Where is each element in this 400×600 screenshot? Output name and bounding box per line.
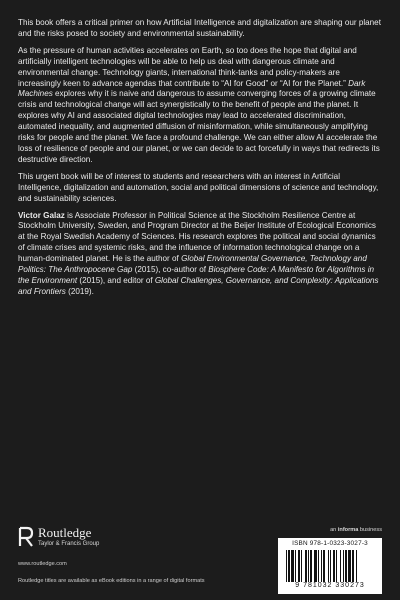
publisher-url[interactable]: www.routledge.com: [18, 561, 67, 567]
barcode-bar: [286, 550, 287, 582]
barcode-bar: [330, 550, 331, 582]
barcode-bar: [305, 550, 307, 582]
publisher-group: Taylor & Francis Group: [38, 541, 100, 547]
main-paragraph-start: As the pressure of human activities accelerates on Earth, so too does the hope that digital and artificially intelligent technologies will be able to help us deal with dangerous climate and environmental change. Technology giants, international think-tanks and policy-makers are increasingly keen to advance agendas that contribute to “AI for Good” or “AI for the Planet.”: [18, 45, 357, 88]
intro-paragraph: This book offers a critical primer on how Artificial Intelligence and digitalization are shaping our planet and the risks posed to society and environmental sustainability.: [18, 18, 381, 38]
barcode-bar: [348, 550, 351, 582]
ebook-note: Routledge titles are available as eBook editions in a range of digital formats: [18, 578, 205, 584]
publisher-name: Routledge: [38, 525, 92, 540]
author-book-1: Global Environmental Governance, Technology and Politics: The Anthropocene Gap: [18, 254, 367, 275]
barcode-bar: [310, 550, 312, 582]
barcode-bar: [345, 550, 347, 582]
barcode-bar: [323, 550, 325, 582]
bio-text-a: is Associate Professor in Political Science at the Stockholm Resilience Centre at Stockholm University, Sweden, and Program Director at the Beijer Institute of Ecological Economics at the Royal Swedish Academy of Sciences. His research explores the political and social dynamics of climate crises and systemic risks, and the influence of information technological change on a human-dominated planet. He is the author of: [18, 210, 376, 264]
book-title: Dark Machines: [18, 78, 366, 99]
barcode-icon: [286, 550, 374, 582]
author-bio: [18, 211, 384, 298]
audience-paragraph: This urgent book will be of interest to students and researchers with an interest in Artificial Intelligence, digitalization and automation, social and political dimensions of science and technology, and sustainability sciences.: [18, 171, 379, 203]
informa-brand: informa: [337, 527, 359, 533]
bio-text-d: (2019).: [65, 286, 94, 296]
barcode-bar: [343, 550, 344, 582]
barcode-bar: [291, 550, 294, 582]
main-paragraph: [18, 46, 384, 166]
bio-text-b: (2015), co-author of: [132, 265, 209, 275]
author-name: Victor Galaz: [18, 210, 65, 220]
barcode-digits: 9 781032 330273: [295, 582, 365, 589]
barcode-bar: [314, 550, 317, 582]
cover-footer: [0, 500, 400, 600]
back-cover-text: [18, 18, 384, 304]
informa-prefix: an: [330, 527, 338, 533]
barcode-box: [278, 538, 382, 594]
barcode-bar: [336, 550, 337, 582]
routledge-logo-icon: [18, 526, 34, 548]
barcode-bar: [298, 550, 300, 582]
author-book-2: Biosphere Code: A Manifesto for Algorithms in the Environment: [18, 265, 375, 285]
barcode-bar: [328, 550, 329, 582]
barcode-bar: [352, 550, 354, 582]
barcode-bar: [288, 550, 290, 582]
informa-suffix: business: [358, 527, 382, 533]
barcode-bar: [318, 550, 319, 582]
author-book-3: Global Challenges, Governance, and Complexity: Applications and Frontiers: [18, 275, 379, 296]
barcode-bar: [356, 550, 357, 582]
isbn-text: ISBN 978-1-0323-3027-3: [292, 540, 368, 547]
barcode-bar: [333, 550, 335, 582]
barcode-bar: [301, 550, 302, 582]
barcode-bar: [321, 550, 322, 582]
barcode-bar: [340, 550, 341, 582]
informa-business: [330, 527, 382, 533]
barcode-bar: [308, 550, 309, 582]
main-paragraph-end: explores why it is naive and dangerous to assume converging forces of a growing climate crisis and technological change will act synergistically to the benefit of people and the planet. It explores why AI and associated digital technologies may lead to accelerated discrimination, automated inequality, and augmented diffusion of misinformation, while simultaneously amplifying risks for people and the planet. We face a profound challenge. We can either allow AI accelerate the loss of resilience of people and our planet, or we can decide to act forcefully in ways that redirects its destructive direction.: [18, 89, 380, 164]
bio-text-c: (2015), and editor of: [77, 275, 155, 285]
barcode-bar: [295, 550, 296, 582]
